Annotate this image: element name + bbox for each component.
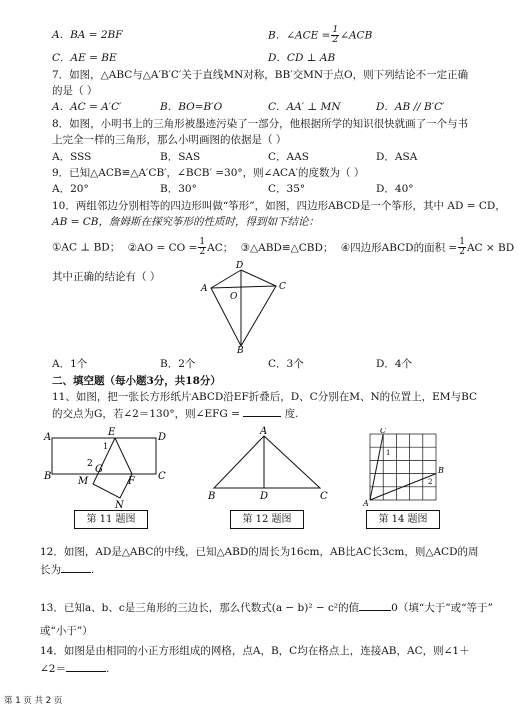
q10-stem-line2: AB = CB，詹姆斯在探究筝形的性质时，得到如下结论： [52, 216, 320, 228]
q14-stem-line2-post: . [105, 663, 110, 675]
kite-diagonal-ac [211, 286, 276, 288]
q14-answer-blank[interactable] [66, 661, 106, 672]
fig11-label-m: M [78, 476, 89, 487]
q13-stem-line1-pre: 13．已知a、b、c是三角形的三边长，那么代数式(a − b)² − c²的值 [40, 602, 360, 614]
q7-option-c: C．AA′ ⊥ MN [268, 101, 341, 113]
q12-triangle-figure [202, 426, 332, 504]
q10-c4-post: AC × BD [466, 241, 515, 254]
q7-option-d: D．AB // B′C′ [376, 101, 445, 113]
q9-option-d: D．40° [376, 183, 414, 195]
q9-stem: 9．已知△ACB≌△A′CB′，∠BCB′ =30°，则∠ACA′的度数为（ ） [52, 167, 365, 179]
q11-stem-line2 [52, 406, 298, 421]
fig11-label-e: E [108, 427, 116, 438]
fold-line-ef [115, 438, 132, 474]
fig11-label-d: D [158, 432, 167, 443]
q9-option-a: A．20° [52, 183, 89, 195]
q12-stem-line2-pre: 长为 [40, 564, 61, 576]
q6-option-b-num: 1 [332, 25, 339, 35]
q6-option-b-fraction [331, 26, 339, 45]
q6-option-b-post: ∠ACB [340, 29, 373, 42]
fig14-label-c: C [380, 428, 387, 435]
q8-stem-line2: 上完全一样的三角形，那么小明画图的依据是（ ） [52, 134, 287, 146]
q6-option-a: A．BA = 2BF [52, 29, 123, 41]
fig12-label-a: A [260, 426, 268, 437]
fig11-angle-1: 1 [103, 442, 109, 451]
q14-stem-line1: 14．如图是由相同的小正方形组成的网格，点A，B，C均在格点上，连接AB，AC，则∠1＋ [40, 645, 470, 657]
section-heading-fill-in: 二、填空题（每小题3分，共18分） [52, 375, 221, 387]
q10-c2-den: 2 [199, 247, 206, 257]
q10-conclusion-2 [127, 237, 234, 257]
q13-answer-blank[interactable] [359, 600, 391, 611]
q10-c2-pre: ②AO = CO = [127, 241, 198, 254]
page-footer: 第 1 页 共 2 页 [4, 696, 63, 706]
fig14-label-a: A [363, 499, 369, 508]
q8-option-b: B．SAS [160, 151, 201, 163]
fig11-label-b: B [44, 471, 52, 482]
kite-label-a: A [201, 284, 208, 294]
q13-stem-line2: 或“小于”） [40, 625, 93, 637]
caption-fig14: 第 14 题图 [366, 510, 440, 529]
q14-stem-line2 [40, 661, 109, 676]
grid-lines [370, 434, 436, 500]
triangle-abc [214, 436, 320, 488]
fig12-label-c: C [320, 491, 328, 502]
q10-c4-pre: ④四边形ABCD的面积 = [340, 241, 458, 254]
q10-conclusion-1: ①AC ⊥ BD； [52, 241, 121, 254]
q10-c2-post: AC； [207, 241, 234, 254]
caption-fig11: 第 11 题图 [74, 510, 148, 529]
q10-stem-line1: 10．两组邻边分别相等的四边形叫做“筝形”，如图，四边形ABCD是一个筝形，其中 AD = CD， [52, 200, 506, 212]
fig11-label-n: N [115, 500, 124, 510]
kite-label-d: D [236, 261, 244, 271]
q10-conclusion-3: ③△ABD≌△CBD； [240, 241, 334, 254]
fig11-label-f: F [128, 476, 135, 487]
q10-option-d: D．4个 [376, 358, 413, 370]
q10-option-c: C．3个 [268, 358, 304, 370]
q14-grid-figure [360, 428, 450, 508]
q10-conclusions [52, 238, 514, 257]
q6-option-b-den: 2 [332, 35, 339, 45]
q8-stem-line1: 8．如图，小明书上的三角形被墨迹污染了一部分，他根据所学的知识很快就画了一个与书 [52, 118, 469, 130]
q10-conclusion-4 [340, 237, 515, 257]
q11-stem-line2-post: 度. [284, 408, 299, 420]
q13-stem-line1 [40, 600, 493, 615]
segment-ac [370, 434, 383, 500]
q10-c4-den: 2 [459, 247, 465, 257]
q10-option-b: B．2个 [160, 358, 196, 370]
q9-option-b: B．30° [160, 183, 197, 195]
fig12-label-b: B [208, 491, 216, 502]
q10-c2-fraction [198, 238, 206, 257]
q10-c4-num: 1 [459, 237, 465, 247]
kite-label-o: O [230, 292, 238, 302]
q13-stem-line1-post: 0（填“大于”或“等于” [391, 602, 493, 614]
caption-fig12: 第 12 题图 [230, 510, 304, 529]
q8-option-c: C．AAS [268, 151, 309, 163]
q10-option-a: A．1个 [52, 358, 88, 370]
q9-option-c: C．35° [268, 183, 306, 195]
fig11-label-c: C [158, 471, 166, 482]
q14-stem-line2-pre: ∠2＝ [40, 663, 66, 675]
q8-option-d: D．ASA [376, 151, 418, 163]
fig14-angle-2: 2 [428, 478, 433, 486]
q11-stem-line1: 11、如图，把一张长方形纸片ABCD沿EF折叠后，D、C分别在M、N的位置上，EM与BC [52, 391, 478, 403]
q6-option-c: C．AE = BE [52, 52, 117, 64]
kite-label-c: C [279, 282, 286, 292]
q11-stem-line2-pre: 的交点为G，若∠2＝130°，则∠EFG = [52, 408, 240, 420]
q6-option-b [268, 26, 372, 45]
q10-c2-num: 1 [199, 237, 206, 247]
fig14-label-b: B [438, 466, 444, 475]
q10-question: 其中正确的结论有（ ） [52, 271, 161, 283]
fig11-angle-2: 2 [87, 459, 93, 469]
q11-folding-figure [40, 422, 180, 510]
q7-stem-line2: 的是（ ） [52, 85, 98, 97]
q6-option-b-pre: B．∠ACE = [268, 29, 331, 42]
q7-option-b: B．BO=B′O [160, 101, 223, 113]
q8-option-a: A．SSS [52, 151, 92, 163]
q6-option-d: D．CD ⊥ AB [268, 52, 336, 64]
q10-c4-fraction [458, 238, 466, 257]
q12-stem-line2 [40, 562, 94, 577]
q12-stem-line1: 12．如图，AD是△ABC的中线，已知△ABD的周长为16cm，AB比AC长3cm，则△ACD的周 [40, 546, 479, 558]
fig14-angle-1: 1 [386, 449, 391, 457]
q12-answer-blank[interactable] [61, 562, 91, 573]
kite-outline [211, 270, 276, 346]
kite-label-b: B [237, 346, 244, 354]
q10-kite-figure [196, 258, 306, 354]
q11-answer-blank[interactable] [243, 406, 281, 417]
fig12-label-d: D [260, 491, 269, 502]
q7-stem-line1: 7．如图，△ABC与△A′B′C′关于直线MN对称，BB′交MN于点O，则下列结论不一定正确 [52, 69, 469, 81]
fig11-label-g: G [95, 464, 103, 475]
fig11-label-a: A [44, 432, 52, 443]
q12-stem-line2-post: . [91, 564, 95, 576]
q7-option-a: A．AC = A′C′ [52, 101, 122, 113]
